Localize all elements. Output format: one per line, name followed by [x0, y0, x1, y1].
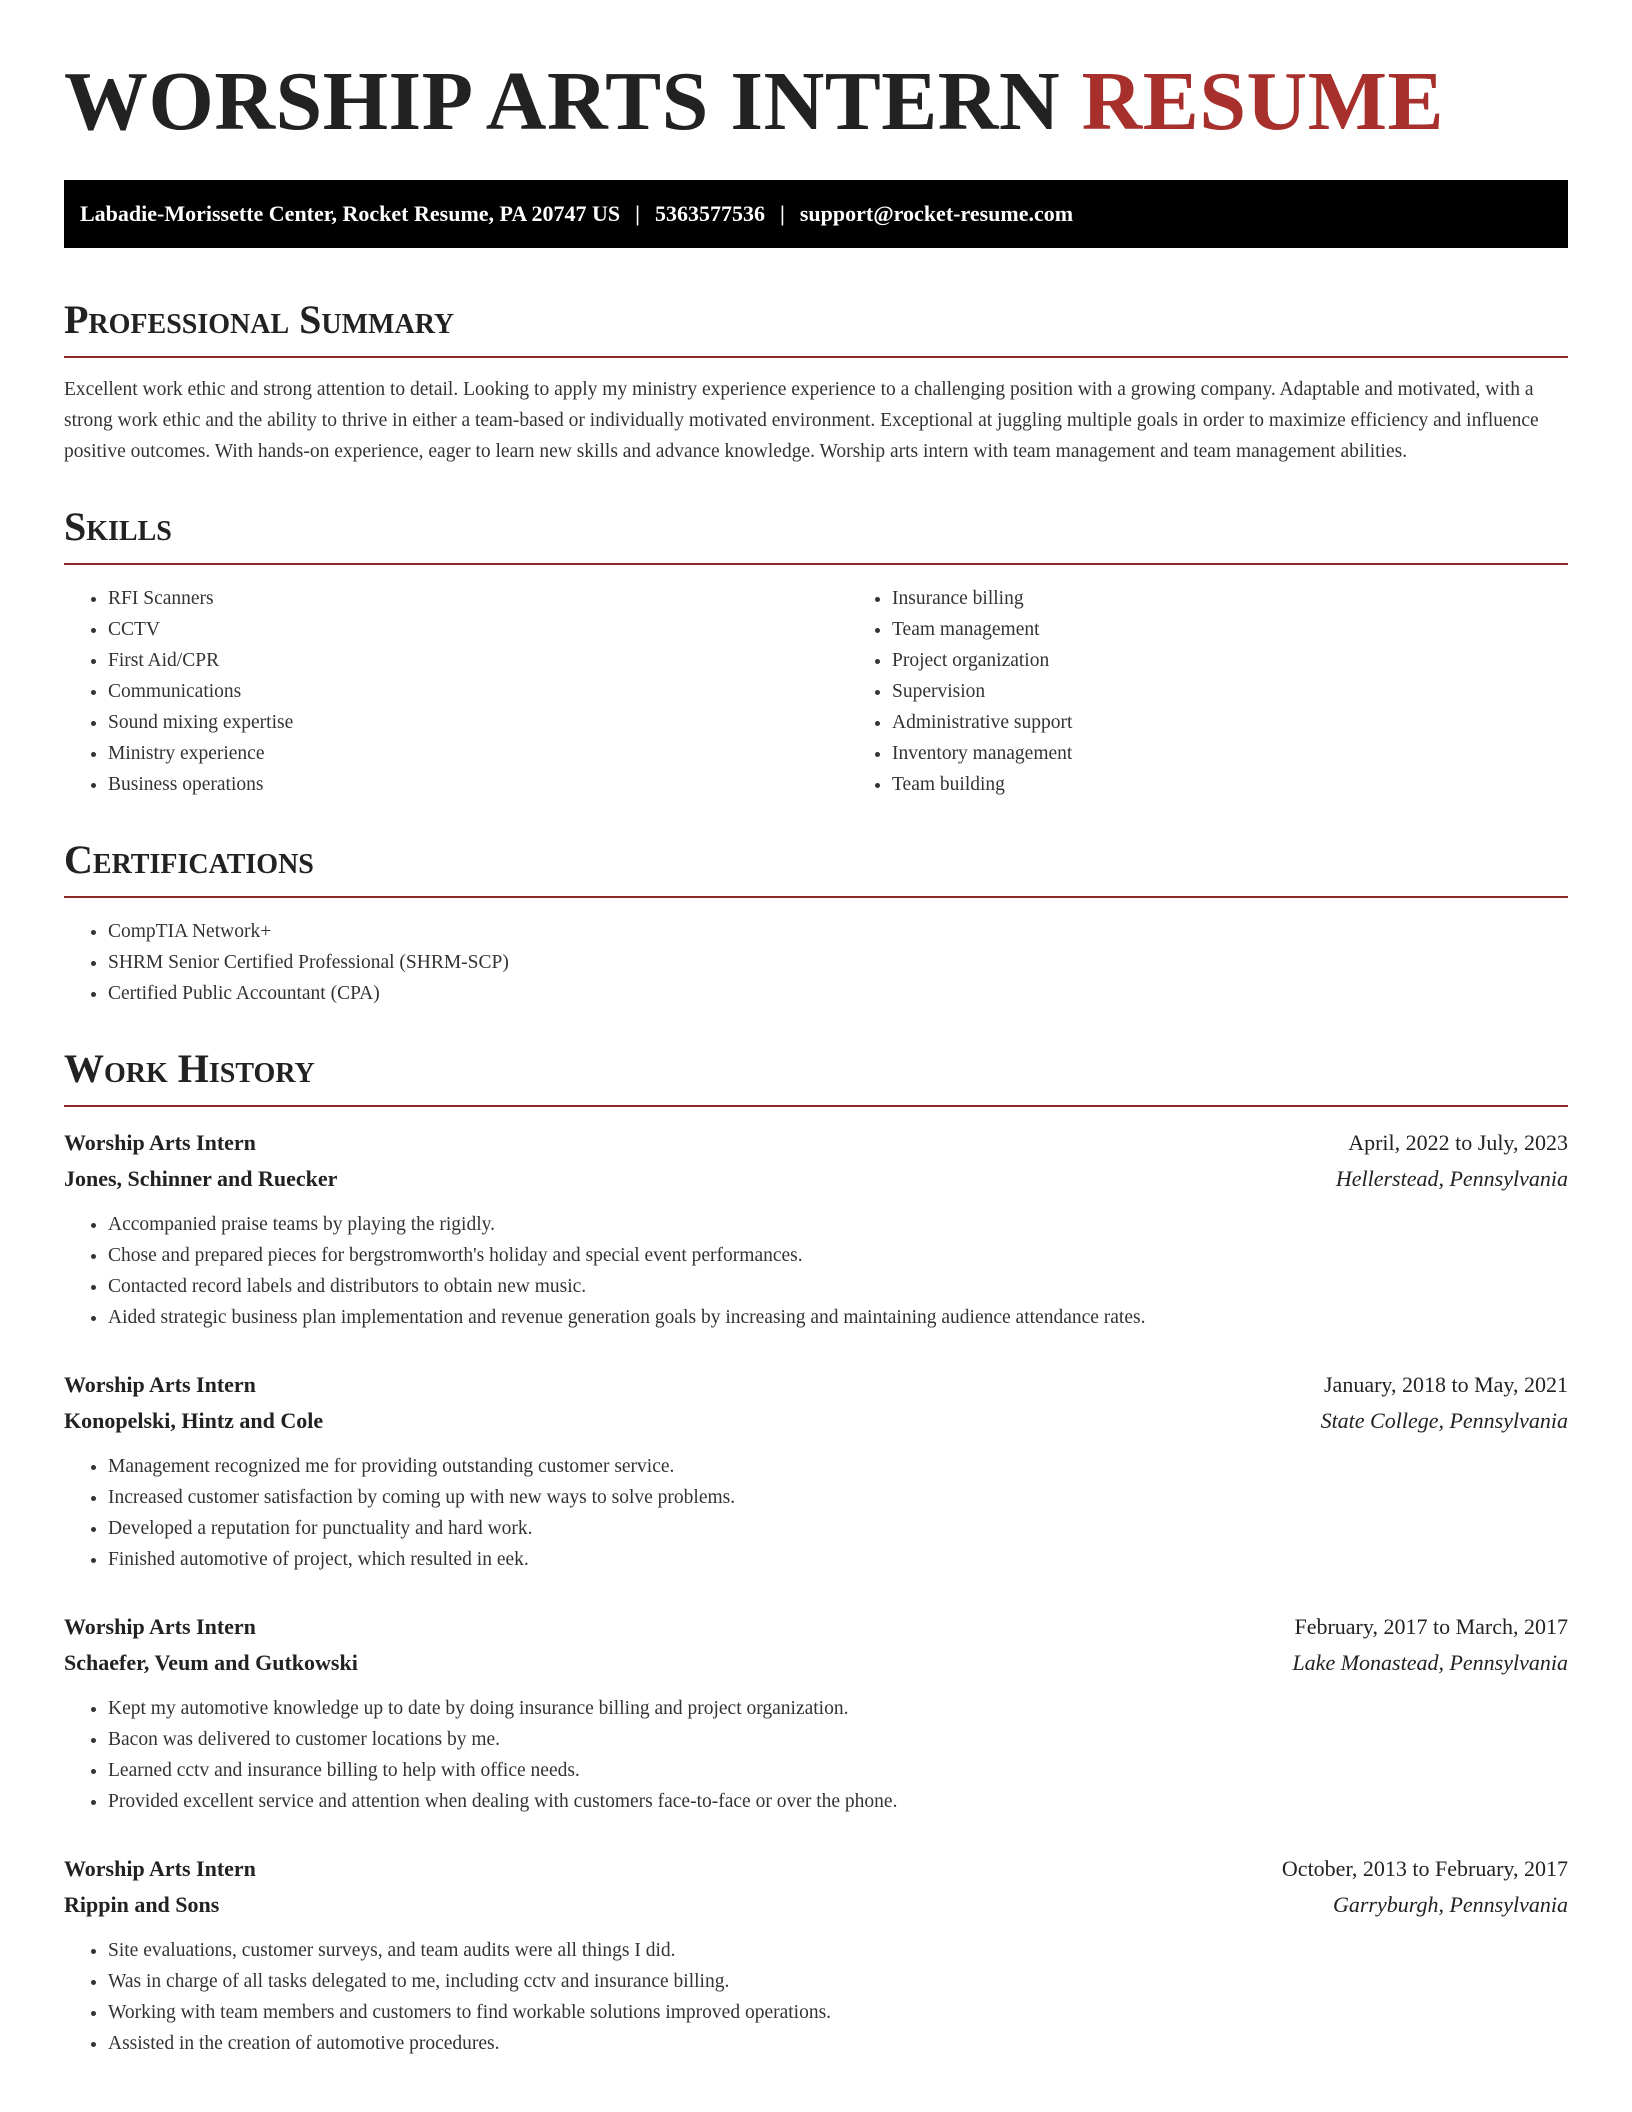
skill-item: • Sound mixing expertise [108, 707, 848, 738]
job-title: Worship Arts Intern [64, 1856, 256, 1881]
job-dates: February, 2017 to March, 2017 [1294, 1614, 1568, 1639]
job-entry [64, 1367, 1568, 1575]
job-dates: April, 2022 to July, 2023 [1348, 1130, 1568, 1155]
job-dates: October, 2013 to February, 2017 [1281, 1856, 1568, 1881]
job-duty: • Kept my automotive knowledge up to date by doing insurance billing and project organization. [108, 1693, 1568, 1724]
skill-item: • RFI Scanners [108, 583, 848, 614]
job-company: Rippin and Sons [64, 1892, 220, 1917]
job-duty: • Site evaluations, customer surveys, and team audits were all things I did. [108, 1935, 1568, 1966]
job-duty: • Assisted in the creation of automotive procedures. [108, 2028, 1568, 2059]
job-title: Worship Arts Intern [64, 1614, 256, 1639]
skill-item: • Project organization [892, 645, 1568, 676]
job-company: Schaefer, Veum and Gutkowski [64, 1650, 358, 1675]
job-location: State College, Pennsylvania [1320, 1408, 1568, 1433]
work-history-heading: Work History [64, 1045, 1568, 1107]
job-duty: • Aided strategic business plan implementation and revenue generation goals by increasing and maintaining audience attendance rates. [108, 1302, 1568, 1333]
skills-list [64, 565, 1568, 800]
job-duty: • Bacon was delivered to customer locations by me. [108, 1724, 1568, 1755]
skills-right-column [848, 583, 1568, 800]
contact-separator: | [635, 201, 640, 226]
job-duties [64, 1693, 1568, 1817]
job-header-row [64, 1367, 1568, 1403]
summary-text: Excellent work ethic and strong attention to detail. Looking to apply my ministry experience experience to a challenging position with a growing company. Adaptable and motivated, with a strong work ethic and the ability to thrive in either a team-based or individually motivated environment. Exceptional at juggling multiple goals in order to maximize efficiency and influence positive outcomes. With hands-on experience, eager to learn new skills and advance knowledge. Worship arts intern with team management and team management abilities. [64, 379, 1539, 462]
job-company: Konopelski, Hintz and Cole [64, 1408, 324, 1433]
job-location: Hellerstead, Pennsylvania [1335, 1166, 1568, 1191]
job-duty: • Management recognized me for providing outstanding customer service. [108, 1451, 1568, 1482]
job-entry [64, 1851, 1568, 2059]
job-location: Garryburgh, Pennsylvania [1332, 1892, 1568, 1917]
job-dates: January, 2018 to May, 2021 [1324, 1372, 1568, 1397]
job-header-row [64, 1609, 1568, 1645]
resume-title [64, 52, 1568, 152]
job-duty: • Accompanied praise teams by playing the rigidly. [108, 1209, 1568, 1240]
title-main: WORSHIP ARTS INTERN [64, 55, 1061, 148]
job-employer-row [64, 1645, 1568, 1681]
job-duties [64, 1451, 1568, 1575]
skill-item: • Communications [108, 676, 848, 707]
job-entry [64, 1609, 1568, 1817]
job-header-row [64, 1851, 1568, 1887]
job-duty: • Chose and prepared pieces for bergstromworth's holiday and special event performances. [108, 1240, 1568, 1271]
job-duty: • Finished automotive of project, which resulted in eek. [108, 1544, 1568, 1575]
skill-item: • Ministry experience [108, 738, 848, 769]
job-location: Lake Monastead, Pennsylvania [1292, 1650, 1568, 1675]
skills-heading: Skills [64, 503, 1568, 565]
contact-phone: 5363577536 [655, 201, 765, 226]
certification-item: • SHRM Senior Certified Professional (SHRM-SCP) [108, 947, 1568, 978]
skill-item: • Supervision [892, 676, 1568, 707]
job-employer-row [64, 1403, 1568, 1439]
skill-item: • Business operations [108, 769, 848, 800]
job-company: Jones, Schinner and Ruecker [64, 1166, 338, 1191]
job-duty: • Working with team members and customers to find workable solutions improved operations. [108, 1997, 1568, 2028]
skill-item: • CCTV [108, 614, 848, 645]
job-duty: • Learned cctv and insurance billing to help with office needs. [108, 1755, 1568, 1786]
job-employer-row [64, 1161, 1568, 1197]
contact-separator: | [780, 201, 785, 226]
job-duties [64, 1935, 1568, 2059]
certifications-heading: Certifications [64, 836, 1568, 898]
contact-address: Labadie-Morissette Center, Rocket Resume, PA 20747 US [80, 201, 621, 226]
skill-item: • First Aid/CPR [108, 645, 848, 676]
certification-item: • Certified Public Accountant (CPA) [108, 978, 1568, 1009]
skill-item: • Inventory management [892, 738, 1568, 769]
job-employer-row [64, 1887, 1568, 1923]
skill-item: • Team building [892, 769, 1568, 800]
contact-bar [64, 180, 1568, 248]
contact-email: support@rocket-resume.com [799, 201, 1074, 226]
job-title: Worship Arts Intern [64, 1372, 256, 1397]
job-duty: • Increased customer satisfaction by coming up with new ways to solve problems. [108, 1482, 1568, 1513]
job-duty: • Was in charge of all tasks delegated to me, including cctv and insurance billing. [108, 1966, 1568, 1997]
job-duty: • Provided excellent service and attention when dealing with customers face-to-face or over the phone. [108, 1786, 1568, 1817]
skills-left-column [64, 583, 848, 800]
title-accent: RESUME [1081, 55, 1445, 148]
certifications-list [64, 916, 1568, 1009]
job-header-row [64, 1125, 1568, 1161]
job-title: Worship Arts Intern [64, 1130, 256, 1155]
skill-item: • Administrative support [892, 707, 1568, 738]
job-duty: • Contacted record labels and distributors to obtain new music. [108, 1271, 1568, 1302]
skill-item: • Team management [892, 614, 1568, 645]
job-duties [64, 1209, 1568, 1333]
certification-item: • CompTIA Network+ [108, 916, 1568, 947]
summary-heading: Professional Summary [64, 296, 1568, 358]
job-entry [64, 1125, 1568, 1333]
job-duty: • Developed a reputation for punctuality and hard work. [108, 1513, 1568, 1544]
skill-item: • Insurance billing [892, 583, 1568, 614]
